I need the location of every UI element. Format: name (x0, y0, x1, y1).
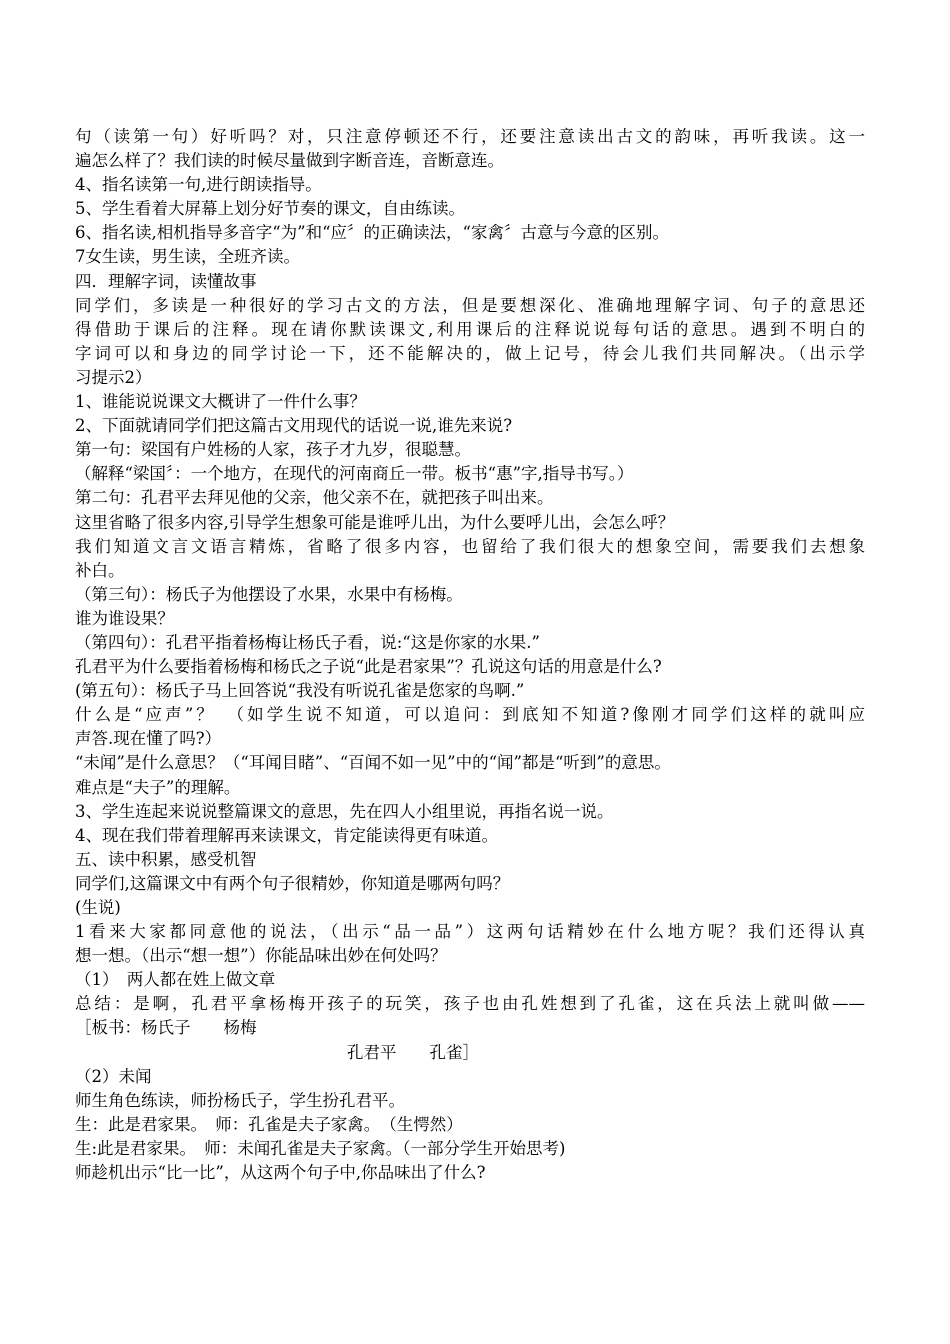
text-line: 6、指名读,相机指导多音字“为”和“应〞的正确读法，“家禽〞古意与今意的区别。 (75, 223, 669, 243)
text-line: 第一句：梁国有户姓杨的人家，孩子才九岁，很聪慧。 (75, 440, 471, 460)
text-line: 五、读中积累，感受机智 (75, 849, 257, 869)
text-line: （解释“梁国〞：一个地方，在现代的河南商丘一带。板书“惠”字,指导书写。） (75, 464, 634, 484)
text-line: (第五句）：杨氏子马上回答说“我没有听说孔雀是您家的鸟啊.” (75, 681, 525, 701)
text-line: 想一想。（出示“想一想”）你能品味出妙在何处吗？ (75, 946, 447, 966)
text-line: 第二句：孔君平去拜见他的父亲，他父亲不在，就把孩子叫出来。 (75, 488, 554, 508)
text-line: 7女生读，男生读，全班齐读。 (75, 247, 300, 267)
text-line: 师趁机出示“比一比”，从这两个句子中,你品味出了什么? (75, 1163, 486, 1183)
text-line: 4、现在我们带着理解再来读课文，肯定能读得更有味道。 (75, 825, 498, 845)
document-body (75, 125, 865, 1185)
text-line: （第四句）：孔君平指着杨梅让杨氏子看，说:“这是你家的水果.” (75, 632, 540, 652)
text-line: （1） 两人都在姓上做文章 (75, 970, 276, 990)
text-line: 生:此是君家果。 师：未闻孔雀是夫子家禽。（一部分学生开始思考) (75, 1138, 566, 1158)
text-line: “未闻”是什么意思？（“耳闻目睹”、“百闻不如一见”中的“闻”都是“听到”的意思。 (75, 753, 671, 773)
text-line: 谁为谁设果？ (75, 608, 174, 628)
text-line: 1看来大家都同意他的说法，（出示“品一品”）这两句话精妙在什么地方呢？我们还得认真 (75, 922, 865, 942)
text-line: 得借助于课后的注释。现在请你默读课文,利用课后的注释说说每句话的意思。遇到不明白的 (75, 319, 865, 339)
text-line: 难点是“夫子”的理解。 (75, 777, 241, 797)
text-line: 孔君平 孔雀］ (347, 1042, 479, 1062)
text-line: 同学们，多读是一种很好的学习古文的方法，但是要想深化、准确地理解字词、句子的意思还 (75, 295, 865, 315)
text-line: 我们知道文言文语言精炼，省略了很多内容，也留给了我们很大的想象空间，需要我们去想象 (75, 536, 865, 556)
text-line: 生：此是君家果。 师：孔雀是夫子家禽。 （生愕然） (75, 1114, 463, 1134)
text-line: 字词可以和身边的同学讨论一下，还不能解决的，做上记号，待会儿我们共同解决。（出示学 (75, 343, 865, 363)
text-line: 什么是“应声”？ （如学生说不知道，可以追问：到底知不知道?像刚才同学们这样的就叫应 (75, 705, 865, 725)
text-line: 遍怎么样了？我们读的时候尽量做到字断音连，音断意连。 (75, 151, 504, 171)
text-line: 这里省略了很多内容,引导学生想象可能是谁呼儿出，为什么要呼儿出，会怎么呼？ (75, 512, 675, 532)
text-line: 同学们,这篇课文中有两个句子很精妙，你知道是哪两句吗？ (75, 873, 510, 893)
text-line: 1、谁能说说课文大概讲了一件什么事？ (75, 392, 366, 412)
text-line: 声答.现在懂了吗?） (75, 729, 222, 749)
text-line: 四．理解字词，读懂故事 (75, 271, 257, 291)
text-line: 孔君平为什么要指着杨梅和杨氏之子说“此是君家果”？孔说这句话的用意是什么? (75, 657, 662, 677)
text-line: 5、学生看着大屏幕上划分好节奏的课文，自由练读。 (75, 199, 465, 219)
text-line: 2、下面就请同学们把这篇古文用现代的话说一说,谁先来说? (75, 416, 513, 436)
text-line: （2）未闻 (75, 1066, 152, 1086)
text-line: 句（读第一句）好听吗？对，只注意停顿还不行，还要注意读出古文的韵味，再听我读。这一 (75, 127, 865, 146)
text-line: 师生角色练读，师扮杨氏子，学生扮孔君平。 (75, 1090, 405, 1110)
text-line: （第三句）：杨氏子为他摆设了水果，水果中有杨梅。 (75, 584, 463, 604)
text-line: 习提示2） (75, 367, 152, 387)
text-line: 4、指名读第一句,进行朗读指导。 (75, 175, 322, 195)
text-line: ［板书：杨氏子 杨梅 (75, 1018, 257, 1038)
text-line: 总结：是啊，孔君平拿杨梅开孩子的玩笑，孩子也由孔姓想到了孔雀，这在兵法上就叫做—— (75, 994, 865, 1014)
text-line: 补白。 (75, 560, 125, 580)
text-line: (生说) (75, 898, 121, 917)
text-line: 3、学生连起来说说整篇课文的意思，先在四人小组里说，再指名说一说。 (75, 801, 614, 821)
